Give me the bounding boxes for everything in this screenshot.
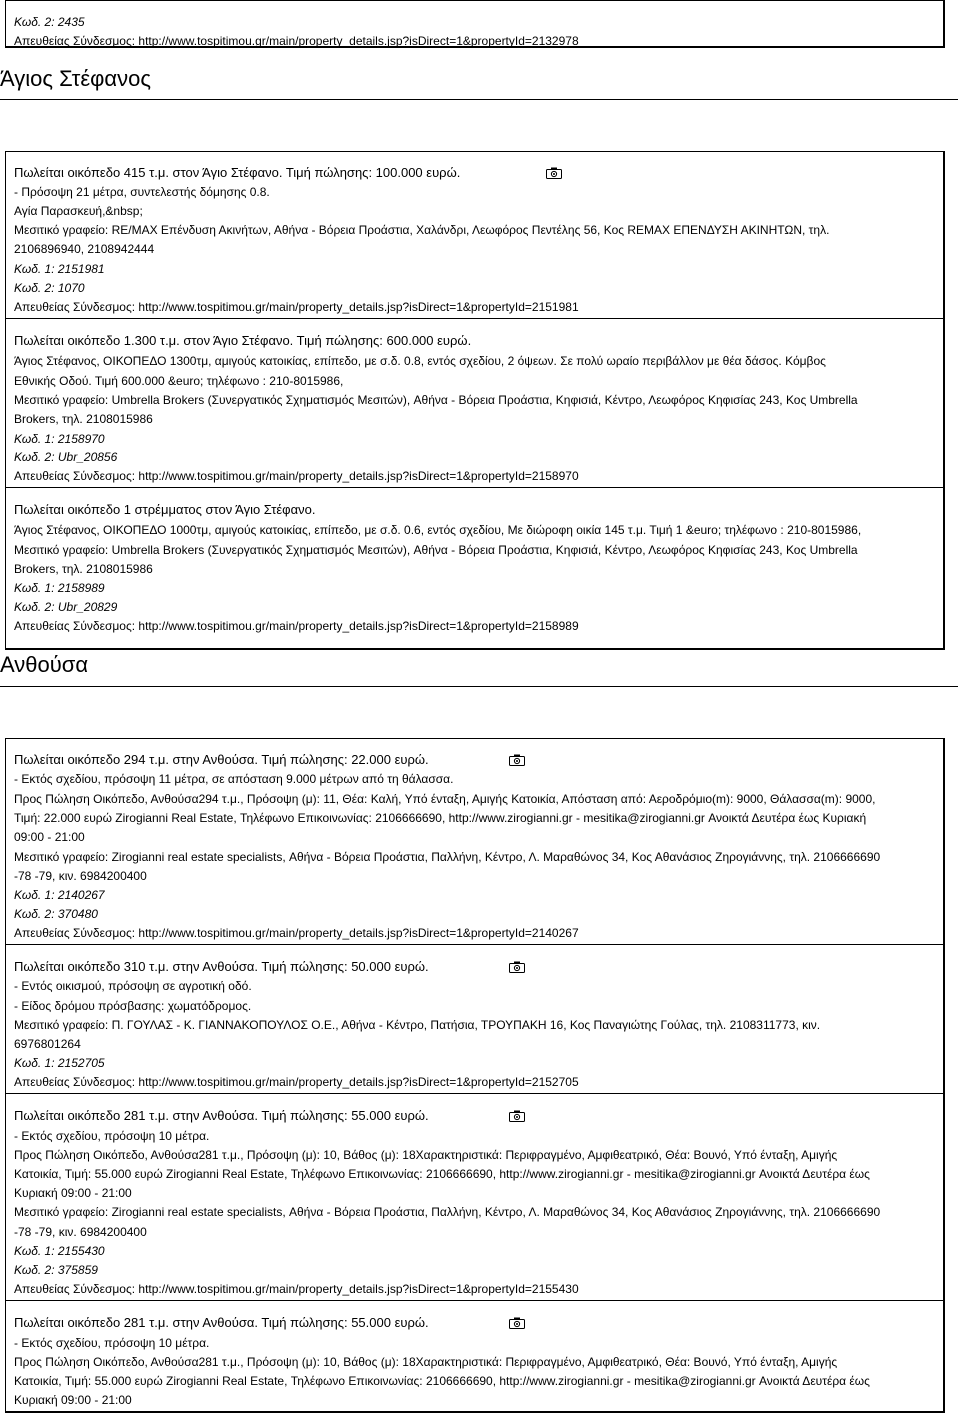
agency-phone: -78 -79, κιν. 6984200400 — [14, 869, 147, 883]
agency-phone: -78 -79, κιν. 6984200400 — [14, 1225, 147, 1239]
top-listing-box — [5, 0, 945, 48]
code-2: Κωδ. 2: 2435 — [14, 15, 85, 29]
listing-title: Πωλείται οικόπεδο 1 στρέμματος στον Άγιο Στέφανο. — [14, 502, 316, 517]
agency-info: Μεσιτικό γραφείο: Zirogianni real estate specialists, Αθήνα - Βόρεια Προάστια, Παλλήνη, Κέντρο, Λ. Μαραθώνος 34, Κος Αθανάσιος Ζηρογιάννης, τηλ. 2106666690 — [14, 850, 881, 864]
listing-detail: - Εντός οικισμού, πρόσοψη σε αγροτική οδό. — [14, 979, 252, 993]
agency-info: Μεσιτικό γραφείο: Π. ΓΟΥΛΑΣ - Κ. ΓΙΑΝΝΑΚΟΠΟΥΛΟΣ Ο.Ε., Αθήνα - Κέντρο, Πατήσια, ΤΡΟΥΠΑΚΗ 16, Κος Παναγιώτης Γούλας, τηλ. 2108311773, κιν. — [14, 1018, 821, 1032]
listing-detail: Κατοικία, Τιμή: 55.000 ευρώ Zirogianni Real Estate, Τηλέφωνο Επικοινωνίας: 2106666690, http://www.zirogianni.gr - mesitika@zirogianni.gr Ανοικτά Δευτέρα έως — [14, 1167, 870, 1181]
listing-separator — [6, 1093, 944, 1094]
listing-detail: Τιμή: 22.000 ευρώ Zirogianni Real Estate, Τηλέφωνο Επικοινωνίας: 2106666690, http://www.zirogianni.gr - mesitika@zirogianni.gr Ανοικτά Δευτέρα έως Κυριακή — [14, 811, 867, 825]
region-divider — [0, 686, 958, 687]
listing-separator — [6, 318, 944, 319]
photo-camera-icon[interactable] — [509, 754, 525, 766]
code-2: Κωδ. 2: 1070 — [14, 281, 85, 295]
code-2: Κωδ. 2: Ubr_20829 — [14, 600, 118, 614]
code-2: Κωδ. 2: Ubr_20856 — [14, 450, 118, 464]
listings-box — [5, 738, 945, 1413]
listing-detail: Κυριακή 09:00 - 21:00 — [14, 1393, 132, 1407]
listing-title: Πωλείται οικόπεδο 281 τ.μ. στην Ανθούσα. Τιμή πώλησης: 55.000 ευρώ. — [14, 1108, 429, 1123]
listing-title: Πωλείται οικόπεδο 1.300 τ.μ. στον Άγιο Στέφανο. Τιμή πώλησης: 600.000 ευρώ. — [14, 333, 472, 348]
listing-detail: Κυριακή 09:00 - 21:00 — [14, 1186, 132, 1200]
listing-detail: Άγιος Στέφανος, ΟΙΚΟΠΕΔΟ 1300τμ, αμιγούς κατοικίας, επίπεδο, με σ.δ. 0.8, εντός σχεδίου, 2 όψεων. Σε πολύ ωραίο περιβάλλον με θέα δάσος. Κόμβος — [14, 354, 826, 368]
listing-detail: Προς Πώληση Οικόπεδο, Ανθούσα281 τ.μ., Πρόσοψη (μ): 10, Βάθος (μ): 18Χαρακτηριστικά: Περιφραγμένο, Αμφιθεατρικό, Θέα: Βουνό, Υπό ένταξη, Αμιγής — [14, 1148, 838, 1162]
agency-info: Μεσιτικό γραφείο: Zirogianni real estate specialists, Αθήνα - Βόρεια Προάστια, Παλλήνη, Κέντρο, Λ. Μαραθώνος 34, Κος Αθανάσιος Ζηρογιάννης, τηλ. 2106666690 — [14, 1205, 881, 1219]
code-2: Κωδ. 2: 375859 — [14, 1263, 98, 1277]
photo-camera-icon[interactable] — [546, 167, 562, 179]
code-1: Κωδ. 1: 2152705 — [14, 1056, 105, 1070]
direct-link[interactable]: Απευθείας Σύνδεσμος: http://www.tospitimou.gr/main/property_details.jsp?isDirect=1&propertyId=2158989 — [14, 619, 579, 633]
code-1: Κωδ. 1: 2140267 — [14, 888, 105, 902]
agency-info: Μεσιτικό γραφείο: RE/MAX Επένδυση Ακινήτων, Αθήνα - Βόρεια Προάστια, Χαλάνδρι, Λεωφόρος Πεντέλης 56, Κος REMAX ΕΠΕΝΔΥΣΗ ΑΚΙΝΗΤΩΝ, τηλ. — [14, 223, 830, 237]
listings-box — [5, 151, 945, 650]
listing-detail: - Είδος δρόμου πρόσβασης: χωματόδρομος. — [14, 999, 252, 1013]
listing-detail: - Εκτός σχεδίου, πρόσοψη 11 μέτρα, σε απόσταση 9.000 μέτρων από τη θάλασσα. — [14, 772, 454, 786]
direct-link[interactable]: Απευθείας Σύνδεσμος: http://www.tospitimou.gr/main/property_details.jsp?isDirect=1&propertyId=2152705 — [14, 1075, 579, 1089]
listing-detail: - Πρόσοψη 21 μέτρα, συντελεστής δόμησης 0.8. — [14, 185, 270, 199]
listing-detail: Κατοικία, Τιμή: 55.000 ευρώ Zirogianni Real Estate, Τηλέφωνο Επικοινωνίας: 2106666690, http://www.zirogianni.gr - mesitika@zirogianni.gr Ανοικτά Δευτέρα έως — [14, 1374, 870, 1388]
listing-separator — [6, 487, 944, 488]
listing-detail: Αγία Παρασκευή,&nbsp; — [14, 204, 143, 218]
listing-detail: Προς Πώληση Οικόπεδο, Ανθούσα281 τ.μ., Πρόσοψη (μ): 10, Βάθος (μ): 18Χαρακτηριστικά: Περιφραγμένο, Αμφιθεατρικό, Θέα: Βουνό, Υπό ένταξη, Αμιγής — [14, 1355, 838, 1369]
code-1: Κωδ. 1: 2151981 — [14, 262, 105, 276]
code-1: Κωδ. 1: 2158970 — [14, 432, 105, 446]
listing-detail: Εθνικής Οδού. Τιμή 600.000 &euro; τηλέφωνο : 210-8015986, — [14, 374, 344, 388]
listing-title: Πωλείται οικόπεδο 294 τ.μ. στην Ανθούσα. Τιμή πώλησης: 22.000 ευρώ. — [14, 752, 429, 767]
photo-camera-icon[interactable] — [509, 1317, 525, 1329]
listing-title: Πωλείται οικόπεδο 310 τ.μ. στην Ανθούσα. Τιμή πώλησης: 50.000 ευρώ. — [14, 959, 429, 974]
region-heading: Άγιος Στέφανος — [0, 66, 151, 91]
direct-link[interactable]: Απευθείας Σύνδεσμος: http://www.tospitimou.gr/main/property_details.jsp?isDirect=1&propertyId=2132978 — [14, 34, 579, 48]
listing-detail: Προς Πώληση Οικόπεδο, Ανθούσα294 τ.μ., Πρόσοψη (μ): 11, Θέα: Καλή, Υπό ένταξη, Αμιγής Κατοικία, Απόσταση από: Αεροδρόμιο(m): 9000, Θάλασσα(m): 9000, — [14, 792, 876, 806]
agency-phone: 6976801264 — [14, 1037, 81, 1051]
listing-detail: Άγιος Στέφανος, ΟΙΚΟΠΕΔΟ 1000τμ, αμιγούς κατοικίας, επίπεδο, με σ.δ. 0.6, εντός σχεδίου, Με διώροφη οικία 145 τ.μ. Τιμή 1 &euro; τηλέφωνο : 210-8015986, — [14, 523, 862, 537]
region-divider — [0, 99, 958, 100]
photo-camera-icon[interactable] — [509, 1110, 525, 1122]
code-1: Κωδ. 1: 2155430 — [14, 1244, 105, 1258]
listing-detail: - Εκτός σχεδίου, πρόσοψη 10 μέτρα. — [14, 1129, 210, 1143]
listing-detail: - Εκτός σχεδίου, πρόσοψη 10 μέτρα. — [14, 1336, 210, 1350]
agency-phone: Brokers, τηλ. 2108015986 — [14, 412, 153, 426]
agency-info: Μεσιτικό γραφείο: Umbrella Brokers (Συνεργατικός Σχηματισμός Μεσιτών), Αθήνα - Βόρεια Προάστια, Κηφισιά, Κέντρο, Λεωφόρος Κηφισίας 243, Κος Umbrella — [14, 393, 858, 407]
direct-link[interactable]: Απευθείας Σύνδεσμος: http://www.tospitimou.gr/main/property_details.jsp?isDirect=1&propertyId=2158970 — [14, 469, 579, 483]
listing-separator — [6, 1300, 944, 1301]
direct-link[interactable]: Απευθείας Σύνδεσμος: http://www.tospitimou.gr/main/property_details.jsp?isDirect=1&propertyId=2151981 — [14, 300, 579, 314]
listing-detail: 09:00 - 21:00 — [14, 830, 85, 844]
direct-link[interactable]: Απευθείας Σύνδεσμος: http://www.tospitimou.gr/main/property_details.jsp?isDirect=1&propertyId=2140267 — [14, 926, 579, 940]
listing-title: Πωλείται οικόπεδο 415 τ.μ. στον Άγιο Στέφανο. Τιμή πώλησης: 100.000 ευρώ. — [14, 165, 461, 180]
code-2: Κωδ. 2: 370480 — [14, 907, 98, 921]
photo-camera-icon[interactable] — [509, 961, 525, 973]
region-heading: Ανθούσα — [0, 652, 89, 677]
agency-phone: 2106896940, 2108942444 — [14, 242, 155, 256]
agency-phone: Brokers, τηλ. 2108015986 — [14, 562, 153, 576]
listing-separator — [6, 944, 944, 945]
agency-info: Μεσιτικό γραφείο: Umbrella Brokers (Συνεργατικός Σχηματισμός Μεσιτών), Αθήνα - Βόρεια Προάστια, Κηφισιά, Κέντρο, Λεωφόρος Κηφισίας 243, Κος Umbrella — [14, 543, 858, 557]
code-1: Κωδ. 1: 2158989 — [14, 581, 105, 595]
listing-title: Πωλείται οικόπεδο 281 τ.μ. στην Ανθούσα. Τιμή πώλησης: 55.000 ευρώ. — [14, 1315, 429, 1330]
direct-link[interactable]: Απευθείας Σύνδεσμος: http://www.tospitimou.gr/main/property_details.jsp?isDirect=1&propertyId=2155430 — [14, 1282, 579, 1296]
